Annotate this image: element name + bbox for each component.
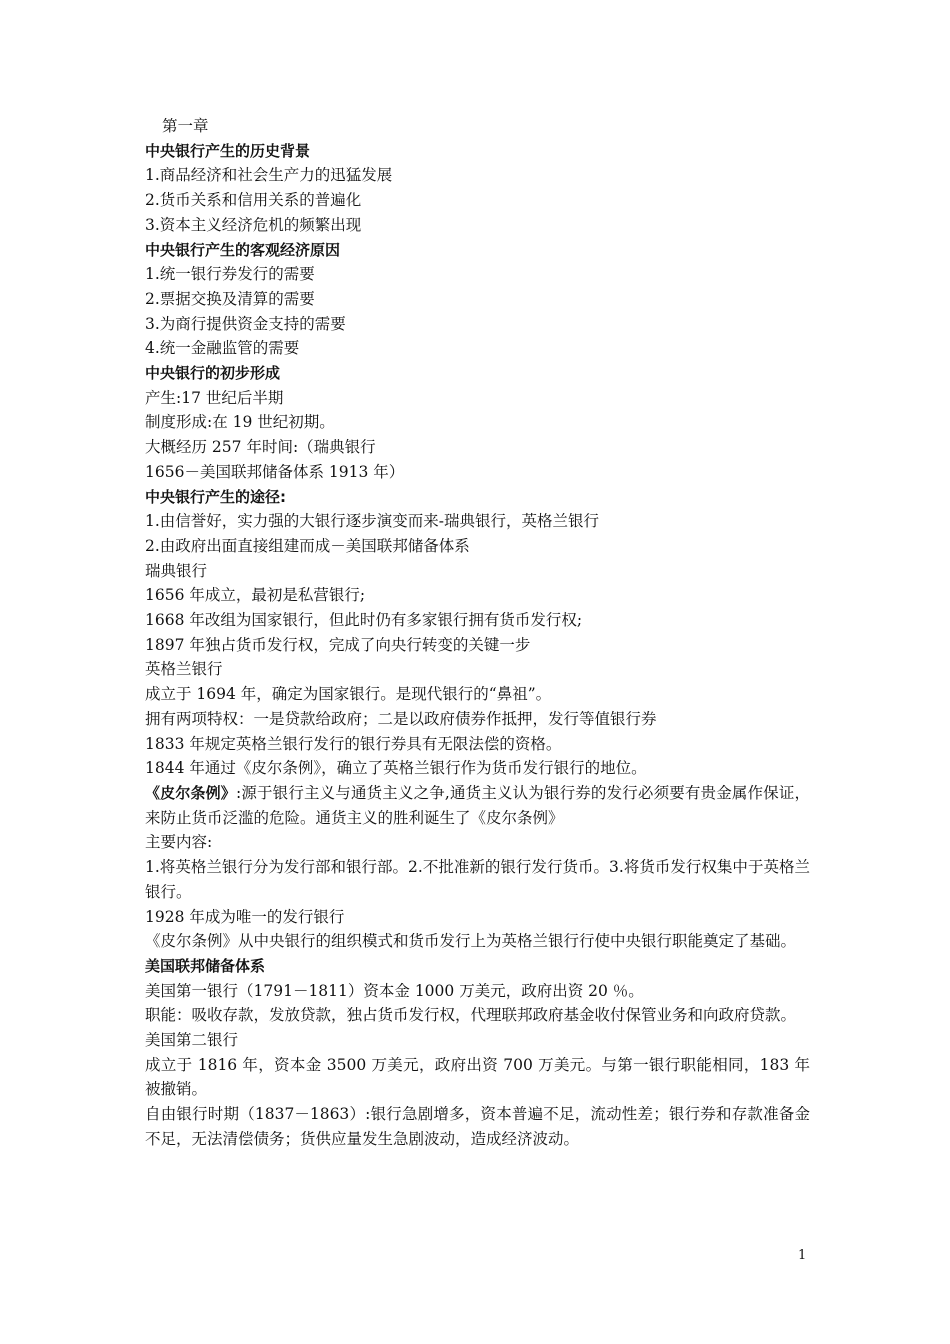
text-line: 瑞典银行 <box>145 561 208 580</box>
text-line: 美国第二银行 <box>145 1031 239 1050</box>
text-line: 1.由信誉好，实力强的大银行逐步演变而来-瑞典银行，英格兰银行 <box>145 512 600 531</box>
text-line: 职能：吸收存款，发放贷款，独占货币发行权，代理联邦政府基金收付保管业务和向政府贷款。 <box>145 1006 797 1025</box>
text-line: 2.货币关系和信用关系的普遍化 <box>145 191 362 210</box>
text-line: 1.商品经济和社会生产力的迅猛发展 <box>145 166 393 185</box>
text-line: 产生:17 世纪后半期 <box>145 388 284 407</box>
section-heading: 美国联邦储备体系 <box>145 956 266 975</box>
text-line: 自由银行时期（1837－1863）:银行急剧增多，资本普遍不足，流动性差；银行券和存款准备金不足，无法清偿债务；货供应量发生急剧波动，造成经济波动。 <box>145 1105 810 1148</box>
inline-bold-term: 《皮尔条例》 <box>145 783 236 802</box>
text-line: 1.统一银行券发行的需要 <box>145 265 315 284</box>
document-lines <box>145 139 810 1152</box>
text-line: 大概经历 257 年时间:（瑞典银行 <box>145 438 376 457</box>
text-line: 英格兰银行 <box>145 660 223 679</box>
text-line: 1668 年改组为国家银行，但此时仍有多家银行拥有货币发行权; <box>145 611 583 630</box>
text-line <box>145 781 810 830</box>
chapter-heading: 第一章 <box>162 117 209 135</box>
text-line: 1897 年独占货币发行权，完成了向央行转变的关键一步 <box>145 635 531 654</box>
text-line: 1.将英格兰银行分为发行部和银行部。2.不批准新的银行发行货币。3.将货币发行权集中于英格兰银行。 <box>145 858 810 901</box>
text-line: 美国第一银行（1791－1811）资本金 1000 万美元，政府出资 20 ％。 <box>145 981 644 1000</box>
page-number: 1 <box>798 1248 807 1263</box>
section-heading: 中央银行产生的历史背景 <box>145 141 311 160</box>
text-line: 1844 年通过《皮尔条例》，确立了英格兰银行作为货币发行银行的地位。 <box>145 759 647 778</box>
section-heading: 中央银行产生的途径: <box>145 487 286 506</box>
text-line: 2.票据交换及清算的需要 <box>145 289 315 308</box>
text-line: 3.为商行提供资金支持的需要 <box>145 314 346 333</box>
text-line: 拥有两项特权：一是贷款给政府；二是以政府债券作抵押，发行等值银行券 <box>145 709 657 728</box>
text-line: 2.由政府出面直接组建而成－美国联邦储备体系 <box>145 536 470 555</box>
text-line: 1928 年成为唯一的发行银行 <box>145 907 345 926</box>
text-line: 成立于 1816 年，资本金 3500 万美元，政府出资 700 万美元。与第一银行职能相同，183 年被撤销。 <box>145 1055 810 1099</box>
text-line: 1656 年成立，最初是私营银行; <box>145 586 366 605</box>
text-line: 《皮尔条例》从中央银行的组织模式和货币发行上为英格兰银行行使中央银行职能奠定了基础。 <box>145 932 797 951</box>
text-line-body: :源于银行主义与通货主义之争,通货主义认为银行券的发行必须要有贵金属作保证，来防止货币泛滥的危险。通货主义的胜利诞生了《皮尔条例》 <box>145 783 810 827</box>
text-line: 主要内容: <box>145 833 213 852</box>
text-line: 4.统一金融监管的需要 <box>145 339 300 358</box>
section-heading: 中央银行产生的客观经济原因 <box>145 240 341 259</box>
text-line: 1833 年规定英格兰银行发行的银行券具有无限法偿的资格。 <box>145 734 562 753</box>
text-line: 3.资本主义经济危机的频繁出现 <box>145 215 362 234</box>
text-line: 制度形成:在 19 世纪初期。 <box>145 413 335 432</box>
text-line: 1656－美国联邦储备体系 1913 年） <box>145 462 405 481</box>
text-line: 成立于 1694 年，确定为国家银行。是现代银行的“鼻祖”。 <box>145 685 552 704</box>
section-heading: 中央银行的初步形成 <box>145 364 281 383</box>
document-body <box>145 114 810 1152</box>
